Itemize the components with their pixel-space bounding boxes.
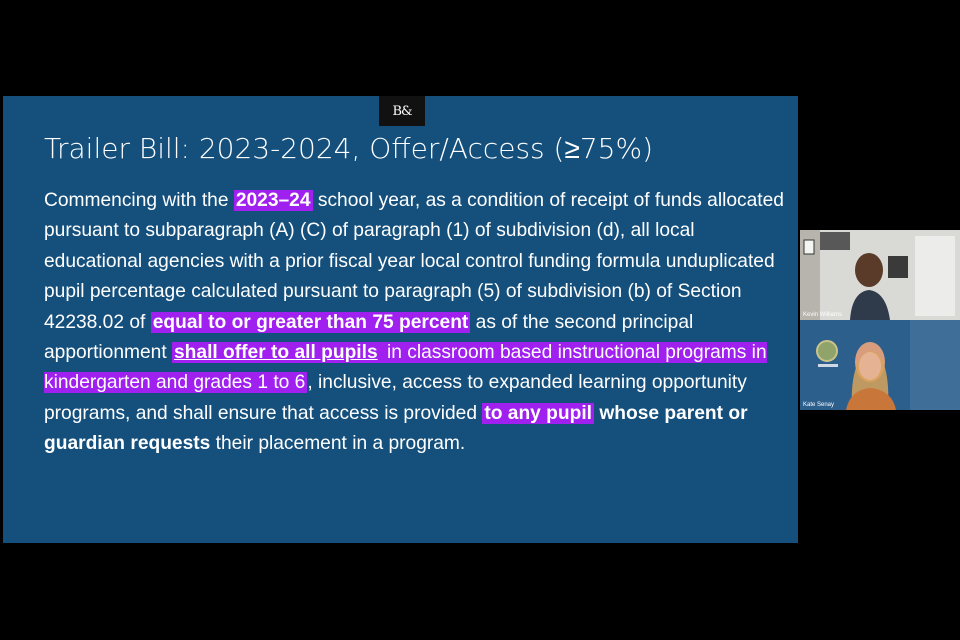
body-text-1: Commencing with the [44, 190, 234, 211]
slide-body [44, 186, 784, 460]
highlight-classroom: in classroom based instructional programs in kindergarten and grades 1 to 6 [44, 342, 767, 394]
slide-title: Trailer Bill: 2023-2024, Offer/Access (≥75%) [44, 132, 653, 165]
presentation-slide [3, 96, 798, 543]
participant-video-tile[interactable] [800, 230, 960, 320]
highlight-75-percent: equal to or greater than 75 percent [152, 311, 469, 333]
body-text-5: their placement in a program. [210, 433, 466, 455]
participant-name: Kevin Williams [803, 312, 843, 318]
logo-text: B& [392, 103, 412, 119]
body-text-2: school year, as a condition of receipt of funds allocated pursuant to subparagraph (A) (C) of paragraph (1) of subdivision (d), all local educational agencies with a prior fiscal year local control funding formula unduplicated pupil percentage calculated pursuant to paragraph (5) of subdivision (b) of Section 42238.02 of [44, 190, 784, 333]
highlight-offer: shall offer to all pupils [174, 342, 378, 364]
participant-video-tile[interactable] [800, 320, 960, 410]
participant-video [800, 230, 960, 320]
body-text-3: as of the second principal apportionment [44, 311, 694, 364]
highlight-any-pupil: to any pupil [484, 402, 593, 424]
body-text-4: , inclusive, access to expanded learning opportunity programs, and shall ensure that access is provided [44, 372, 747, 424]
participant-name: Kate Senay [803, 402, 835, 408]
highlight-year: 2023–24 [235, 190, 311, 211]
bold-parent-request: whose parent or guardian requests [44, 402, 748, 455]
participant-video [800, 320, 960, 410]
presentation-logo [379, 96, 425, 126]
